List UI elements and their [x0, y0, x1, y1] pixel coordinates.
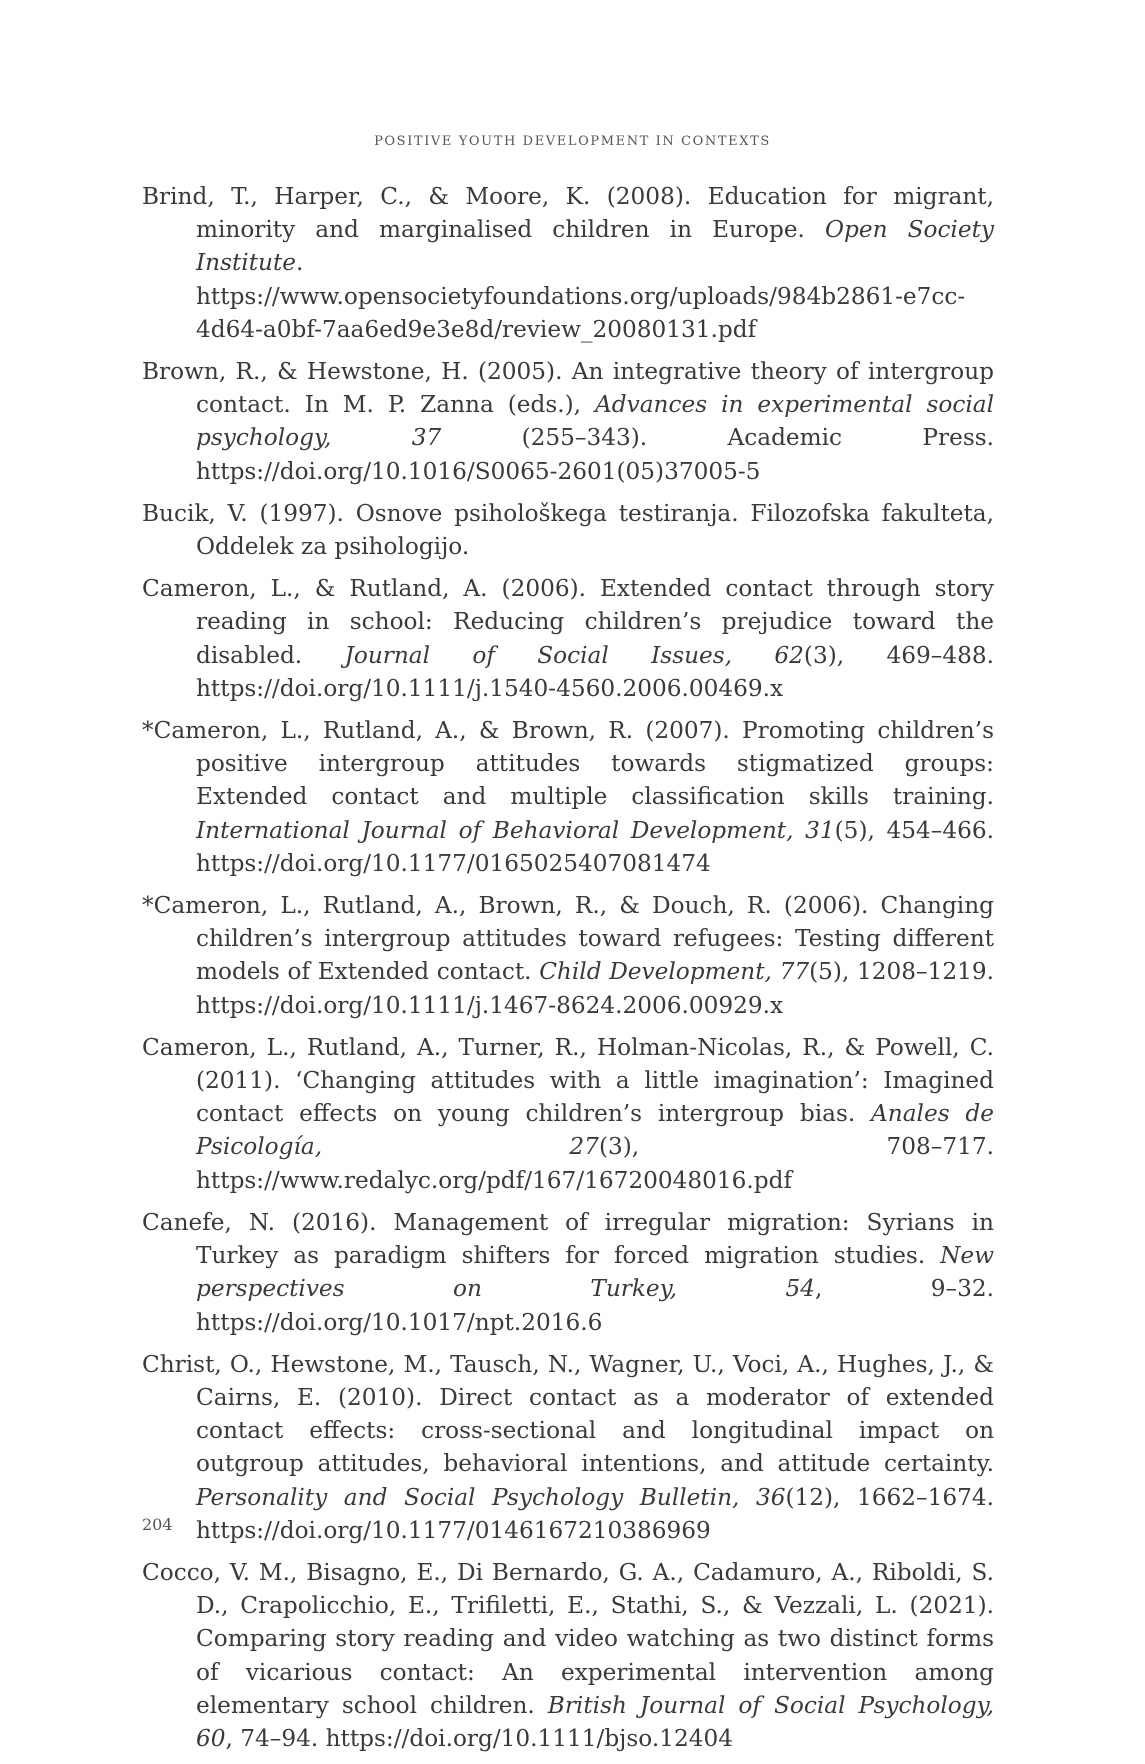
reference-text: Brind, T., Harper, C., & Moore, K. (2008). Education for migrant, minority and marginalised children in Europe. — [142, 183, 994, 244]
reference-venue: Open Society Institute — [196, 216, 994, 277]
reference-entry — [142, 1556, 994, 1755]
reference-entry — [142, 889, 994, 1022]
reference-venue: British Journal of Social Psychology, 60 — [196, 1691, 994, 1752]
reference-details: , 74–94. https://doi.org/10.1111/bjso.12404 — [225, 1724, 733, 1752]
reference-details: (255–343). Academic Press. https://doi.org/10.1016/S0065-2601(05)37005-5 — [196, 424, 994, 485]
page-number: 204 — [142, 1515, 173, 1534]
reference-text: Cameron, L., Rutland, A., Turner, R., Holman-Nicolas, R., & Powell, C. (2011). ‘Changing attitudes with a little imagination’: Imagined contact effects on young children’s intergroup bias. — [142, 1033, 994, 1128]
reference-details: (3), 708–717. https://www.redalyc.org/pdf/167/16720048016.pdf — [196, 1133, 994, 1194]
reference-entry — [142, 355, 994, 488]
reference-text: Cameron, L., & Rutland, A. (2006). Extended contact through story reading in school: Reducing children’s prejudice toward the disabled. — [142, 575, 994, 669]
reference-details: (5), 1208–1219. https://doi.org/10.1111/j.1467-8624.2006.00929.x — [196, 958, 994, 1019]
reference-text: Brown, R., & Hewstone, H. (2005). An integrative theory of intergroup contact. In M. P. Zanna (eds.), — [142, 358, 994, 419]
reference-entry — [142, 1206, 994, 1339]
reference-venue: Personality and Social Psychology Bulletin, 36 — [196, 1483, 786, 1511]
reference-details: . https://www.opensocietyfoundations.org/uploads/984b2861-e7cc-4d64-a0bf-7aa6ed9e3e8d/review_20080131.pdf — [196, 249, 966, 343]
reference-entry — [142, 1031, 994, 1197]
reference-venue: Journal of Social Issues, 62 — [344, 641, 804, 669]
reference-entry — [142, 497, 994, 563]
reference-text: *Cameron, L., Rutland, A., & Brown, R. (2007). Promoting children’s positive intergroup attitudes towards stigmatized groups: Extended contact and multiple classification skills training. — [142, 717, 994, 811]
reference-entry — [142, 572, 994, 705]
reference-venue: International Journal of Behavioral Development, 31 — [196, 816, 835, 844]
reference-text: *Cameron, L., Rutland, A., Brown, R., & Douch, R. (2006). Changing children’s intergroup attitudes toward refugees: Testing different models of Extended contact. — [142, 892, 994, 986]
running-head: POSITIVE YOUTH DEVELOPMENT IN CONTEXTS — [374, 134, 771, 149]
reference-details: (5), 454–466. https://doi.org/10.1177/0165025407081474 — [196, 816, 994, 877]
reference-venue: Child Development, 77 — [539, 958, 810, 986]
reference-details: (3), 469–488. https://doi.org/10.1111/j.1540-4560.2006.00469.x — [196, 641, 994, 702]
reference-details: , 9–32. https://doi.org/10.1017/npt.2016.6 — [196, 1275, 994, 1336]
reference-entry — [142, 714, 994, 880]
reference-venue: Advances in experimental social psychology, 37 — [196, 391, 994, 452]
reference-text: Christ, O., Hewstone, M., Tausch, N., Wagner, U., Voci, A., Hughes, J., & Cairns, E. (2010). Direct contact as a moderator of extended contact effects: cross-sectional and longitudinal impact on outgroup attitudes, behavioral intentions, and attitude certainty. — [142, 1350, 994, 1478]
reference-text: Cocco, V. M., Bisagno, E., Di Bernardo, G. A., Cadamuro, A., Riboldi, S. D., Crapolicchio, E., Trifiletti, E., Stathi, S., & Vezzali, L. (2021). Comparing story reading and video watching as two distinct forms of vicarious contact: An experimental intervention among elementary school children. — [142, 1558, 994, 1719]
reference-venue: New perspectives on Turkey, 54 — [196, 1242, 994, 1303]
reference-entry — [142, 1348, 994, 1547]
reference-venue: Anales de Psicología, 27 — [196, 1100, 994, 1161]
reference-text: Bucik, V. (1997). Osnove psihološkega testiranja. Filozofska fakulteta, Oddelek za psihologijo. — [142, 499, 994, 561]
reference-details: (12), 1662–1674. https://doi.org/10.1177/0146167210386969 — [196, 1483, 994, 1544]
reference-list — [142, 180, 994, 1764]
reference-entry — [142, 180, 994, 346]
reference-text: Canefe, N. (2016). Management of irregular migration: Syrians in Turkey as paradigm shifters for forced migration studies. — [142, 1208, 994, 1270]
